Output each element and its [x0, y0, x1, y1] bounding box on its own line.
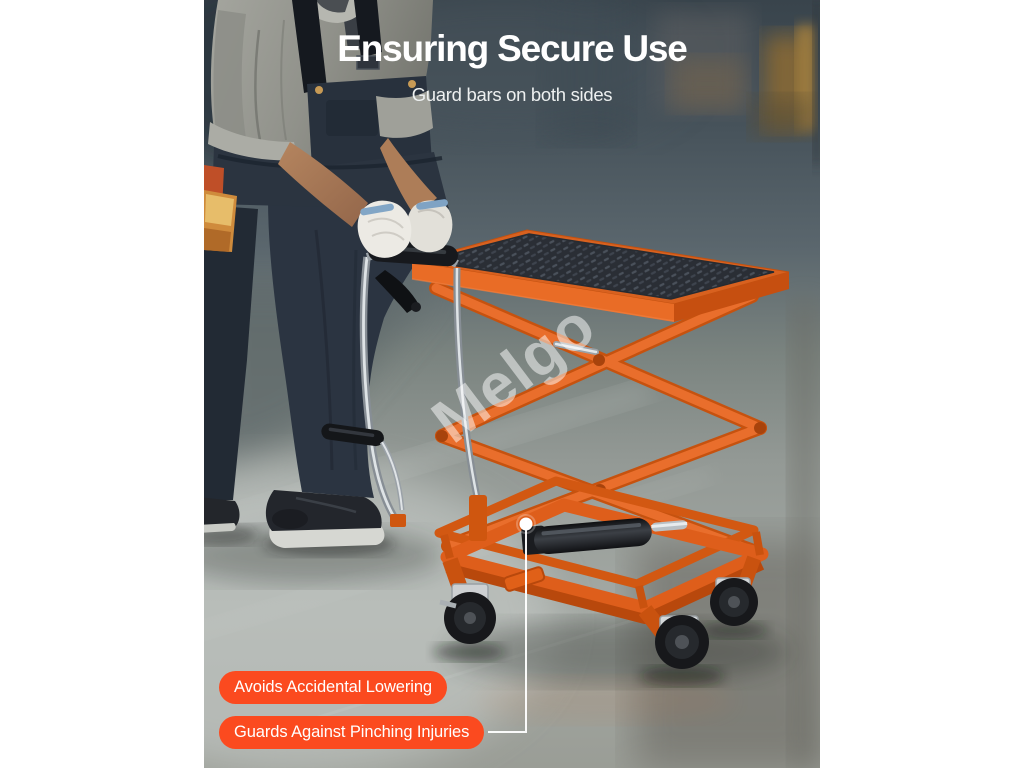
product-photo	[204, 0, 820, 768]
brand-watermark: Melgo	[419, 290, 609, 457]
text-overlay	[204, 0, 820, 768]
callout-pill-pinch-guard: Guards Against Pinching Injuries	[219, 716, 484, 749]
headline: Ensuring Secure Use	[337, 28, 687, 69]
callout-pill-avoids-lowering: Avoids Accidental Lowering	[219, 671, 447, 704]
subheadline: Guard bars on both sides	[411, 84, 613, 105]
